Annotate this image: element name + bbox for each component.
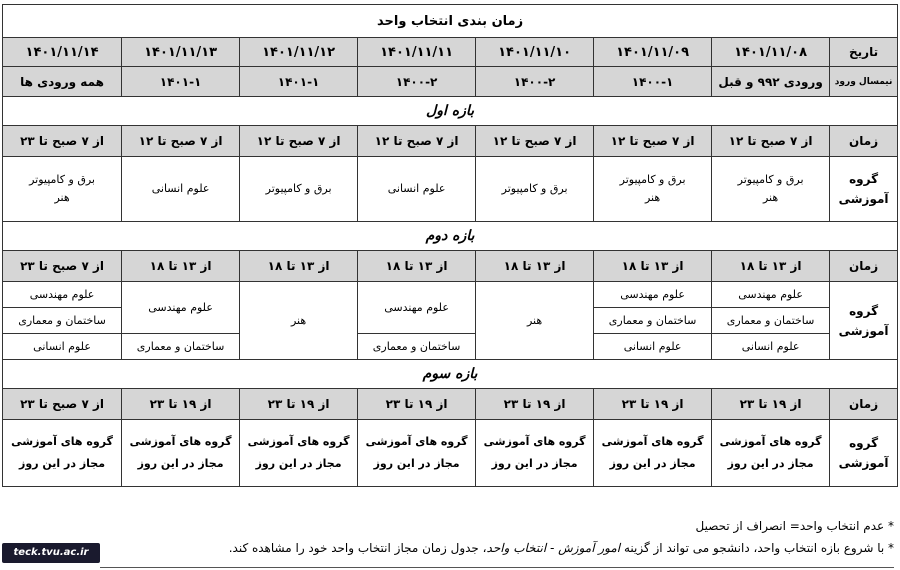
group-line: برق و کامپیوتر [619,173,686,186]
time-cell: از ۷ صبح تا ۱۲ [476,126,594,157]
group-line: هنر [762,191,779,204]
group-cell: علوم مهندسی [122,282,240,334]
entry-cell: ۱۴۰۱-۱ [240,67,358,97]
date-cell: ۱۴۰۱/۱۱/۱۰ [476,38,594,67]
time-cell: از ۷ صبح تا ۱۲ [122,126,240,157]
group-line: علوم انسانی [387,182,446,195]
time-cell: از ۱۹ تا ۲۳ [122,389,240,420]
entry-cell: ۱۴۰۰-۱ [594,67,712,97]
date-cell: ۱۴۰۱/۱۱/۰۸ [712,38,830,67]
group-cell: گروه های آموزشی مجاز در این روز [476,420,594,487]
period-2-title: بازه دوم [3,222,898,251]
group-cell: هنر [476,282,594,360]
period-3-title: بازه سوم [3,360,898,389]
entry-label: نیمسال ورود [830,67,898,97]
time-cell: از ۱۳ تا ۱۸ [594,251,712,282]
group-line: هنر [644,191,661,204]
time-cell: از ۱۹ تا ۲۳ [358,389,476,420]
date-cell: ۱۴۰۱/۱۱/۰۹ [594,38,712,67]
group-line: برق و کامپیوتر [737,173,804,186]
group-cell: گروه های آموزشی مجاز در این روز [712,420,830,487]
bottom-rule [100,567,894,568]
time-cell: از ۷ صبح تا ۲۳ [3,251,122,282]
group-cell: گروه های آموزشی مجاز در این روز [3,420,122,487]
time-cell: از ۷ صبح تا ۲۳ [3,126,122,157]
date-cell: ۱۴۰۱/۱۱/۱۴ [3,38,122,67]
group-cell: ساختمان و معماری [358,334,476,360]
date-label: تاریخ [830,38,898,67]
time-cell: از ۷ صبح تا ۱۲ [240,126,358,157]
group-cell: علوم انسانی [594,334,712,360]
date-cell: ۱۴۰۱/۱۱/۱۱ [358,38,476,67]
notes [4,515,894,559]
group-cell [3,157,122,222]
time-cell: از ۱۹ تا ۲۳ [594,389,712,420]
time-label: زمان [830,126,898,157]
group-cell [358,157,476,222]
entry-cell: ورودی ۹۹۲ و قبل [712,67,830,97]
group-cell [712,157,830,222]
entry-cell: ۱۴۰۰-۲ [476,67,594,97]
group-label: گروه آموزشی [830,420,898,487]
time-cell: از ۱۹ تا ۲۳ [240,389,358,420]
group-cell: هنر [240,282,358,360]
time-cell: از ۱۹ تا ۲۳ [712,389,830,420]
date-cell: ۱۴۰۱/۱۱/۱۳ [122,38,240,67]
group-cell: علوم مهندسی [358,282,476,334]
entry-cell: ۱۴۰۱-۱ [122,67,240,97]
group-cell: گروه های آموزشی مجاز در این روز [240,420,358,487]
time-cell: از ۷ صبح تا ۱۲ [594,126,712,157]
time-cell: از ۱۳ تا ۱۸ [476,251,594,282]
time-cell: از ۷ صبح تا ۲۳ [3,389,122,420]
group-cell: گروه های آموزشی مجاز در این روز [358,420,476,487]
time-cell: از ۷ صبح تا ۱۲ [712,126,830,157]
group-label: گروه آموزشی [830,157,898,222]
group-cell [476,157,594,222]
note-line-1: * عدم انتخاب واحد= انصراف از تحصیل [695,519,894,533]
table-title: زمان بندی انتخاب واحد [3,5,898,38]
time-label: زمان [830,389,898,420]
group-cell: علوم مهندسی [3,282,122,308]
group-cell: ساختمان و معماری [3,308,122,334]
date-cell: ۱۴۰۱/۱۱/۱۲ [240,38,358,67]
group-line: علوم انسانی [151,182,210,195]
group-label: گروه آموزشی [830,282,898,360]
site-logo: teck.tvu.ac.ir [2,543,100,563]
group-cell: علوم مهندسی [594,282,712,308]
group-line: برق و کامپیوتر [501,182,568,195]
group-line: برق و کامپیوتر [265,182,332,195]
group-cell: ساختمان و معماری [594,308,712,334]
group-cell [122,157,240,222]
time-cell: از ۱۳ تا ۱۸ [712,251,830,282]
group-cell: علوم مهندسی [712,282,830,308]
group-line: برق و کامپیوتر [29,173,95,186]
group-cell: ساختمان و معماری [712,308,830,334]
group-cell: ساختمان و معماری [122,334,240,360]
group-cell: گروه های آموزشی مجاز در این روز [594,420,712,487]
group-cell: علوم انسانی [3,334,122,360]
group-cell: گروه های آموزشی مجاز در این روز [122,420,240,487]
time-cell: از ۱۳ تا ۱۸ [240,251,358,282]
note-line-2: * با شروع بازه انتخاب واحد، دانشجو می تواند از گزینه امور آموزش - انتخاب واحد، جدول زمان مجاز انتخاب واحد خود را مشاهده کند. [228,541,894,555]
period-1-title: بازه اول [3,97,898,126]
entry-cell: ۱۴۰۰-۲ [358,67,476,97]
time-cell: از ۱۳ تا ۱۸ [122,251,240,282]
group-cell [594,157,712,222]
schedule-sheet [2,4,897,487]
entry-cell: همه ورودی ها [3,67,122,97]
time-label: زمان [830,251,898,282]
group-cell: علوم انسانی [712,334,830,360]
time-cell: از ۱۹ تا ۲۳ [476,389,594,420]
group-cell [240,157,358,222]
menu-path: امور آموزش - انتخاب واحد [486,541,621,555]
group-line: هنر [54,191,70,204]
schedule-table [2,4,898,487]
time-cell: از ۱۳ تا ۱۸ [358,251,476,282]
time-cell: از ۷ صبح تا ۱۲ [358,126,476,157]
